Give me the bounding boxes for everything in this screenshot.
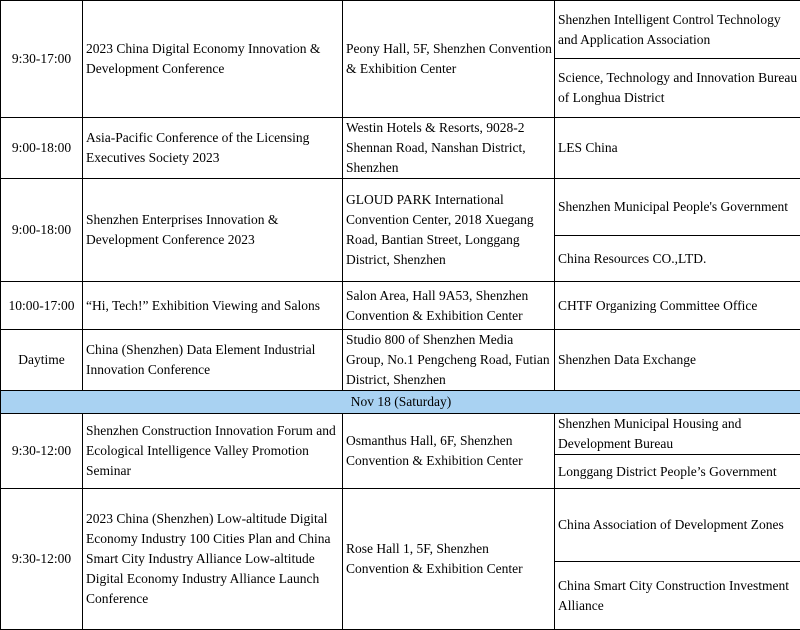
event-title: 2023 China Digital Economy Innovation & Development Conference bbox=[83, 1, 343, 118]
event-title: Asia-Pacific Conference of the Licensing Executives Society 2023 bbox=[83, 118, 343, 179]
event-time: 9:30-12:00 bbox=[1, 489, 83, 630]
date-header-row bbox=[1, 391, 800, 414]
event-venue: GLOUD PARK International Convention Center, 2018 Xuegang Road, Bantian Street, Longgang District, Shenzhen bbox=[343, 179, 555, 282]
event-organizer: CHTF Organizing Committee Office bbox=[555, 282, 800, 330]
table-row bbox=[1, 1, 800, 59]
event-time: 9:00-18:00 bbox=[1, 118, 83, 179]
event-title: 2023 China (Shenzhen) Low-altitude Digital Economy Industry 100 Cities Plan and China Smart City Industry Alliance Low-altitude Digital Economy Industry Alliance Launch Conference bbox=[83, 489, 343, 630]
table-row bbox=[1, 330, 800, 391]
event-organizer: China Association of Development Zones bbox=[555, 489, 800, 562]
table-row bbox=[1, 179, 800, 236]
table-row bbox=[1, 118, 800, 179]
event-time: 9:30-12:00 bbox=[1, 414, 83, 489]
event-time: 10:00-17:00 bbox=[1, 282, 83, 330]
event-organizer: Shenzhen Intelligent Control Technology and Application Association bbox=[555, 1, 800, 59]
event-organizer: China Resources CO.,LTD. bbox=[555, 236, 800, 282]
event-venue: Salon Area, Hall 9A53, Shenzhen Convention & Exhibition Center bbox=[343, 282, 555, 330]
event-title: Shenzhen Construction Innovation Forum and Ecological Intelligence Valley Promotion Seminar bbox=[83, 414, 343, 489]
event-time: Daytime bbox=[1, 330, 83, 391]
event-venue: Osmanthus Hall, 6F, Shenzhen Convention & Exhibition Center bbox=[343, 414, 555, 489]
event-venue: Peony Hall, 5F, Shenzhen Convention & Exhibition Center bbox=[343, 1, 555, 118]
event-time: 9:30-17:00 bbox=[1, 1, 83, 118]
event-title: “Hi, Tech!” Exhibition Viewing and Salons bbox=[83, 282, 343, 330]
event-organizer: Shenzhen Municipal Housing and Development Bureau bbox=[555, 414, 800, 455]
table-row bbox=[1, 489, 800, 562]
date-header: Nov 18 (Saturday) bbox=[1, 391, 800, 414]
table-row bbox=[1, 414, 800, 455]
event-venue: Studio 800 of Shenzhen Media Group, No.1 Pengcheng Road, Futian District, Shenzhen bbox=[343, 330, 555, 391]
event-title: Shenzhen Enterprises Innovation & Development Conference 2023 bbox=[83, 179, 343, 282]
table-row bbox=[1, 282, 800, 330]
event-time: 9:00-18:00 bbox=[1, 179, 83, 282]
event-organizer: LES China bbox=[555, 118, 800, 179]
event-organizer: Shenzhen Municipal People's Government bbox=[555, 179, 800, 236]
event-venue: Rose Hall 1, 5F, Shenzhen Convention & Exhibition Center bbox=[343, 489, 555, 630]
event-organizer: Longgang District People’s Government bbox=[555, 455, 800, 489]
event-organizer: China Smart City Construction Investment Alliance bbox=[555, 562, 800, 630]
event-organizer: Shenzhen Data Exchange bbox=[555, 330, 800, 391]
event-title: China (Shenzhen) Data Element Industrial Innovation Conference bbox=[83, 330, 343, 391]
event-organizer: Science, Technology and Innovation Bureau of Longhua District bbox=[555, 59, 800, 118]
event-venue: Westin Hotels & Resorts, 9028-2 Shennan Road, Nanshan District, Shenzhen bbox=[343, 118, 555, 179]
